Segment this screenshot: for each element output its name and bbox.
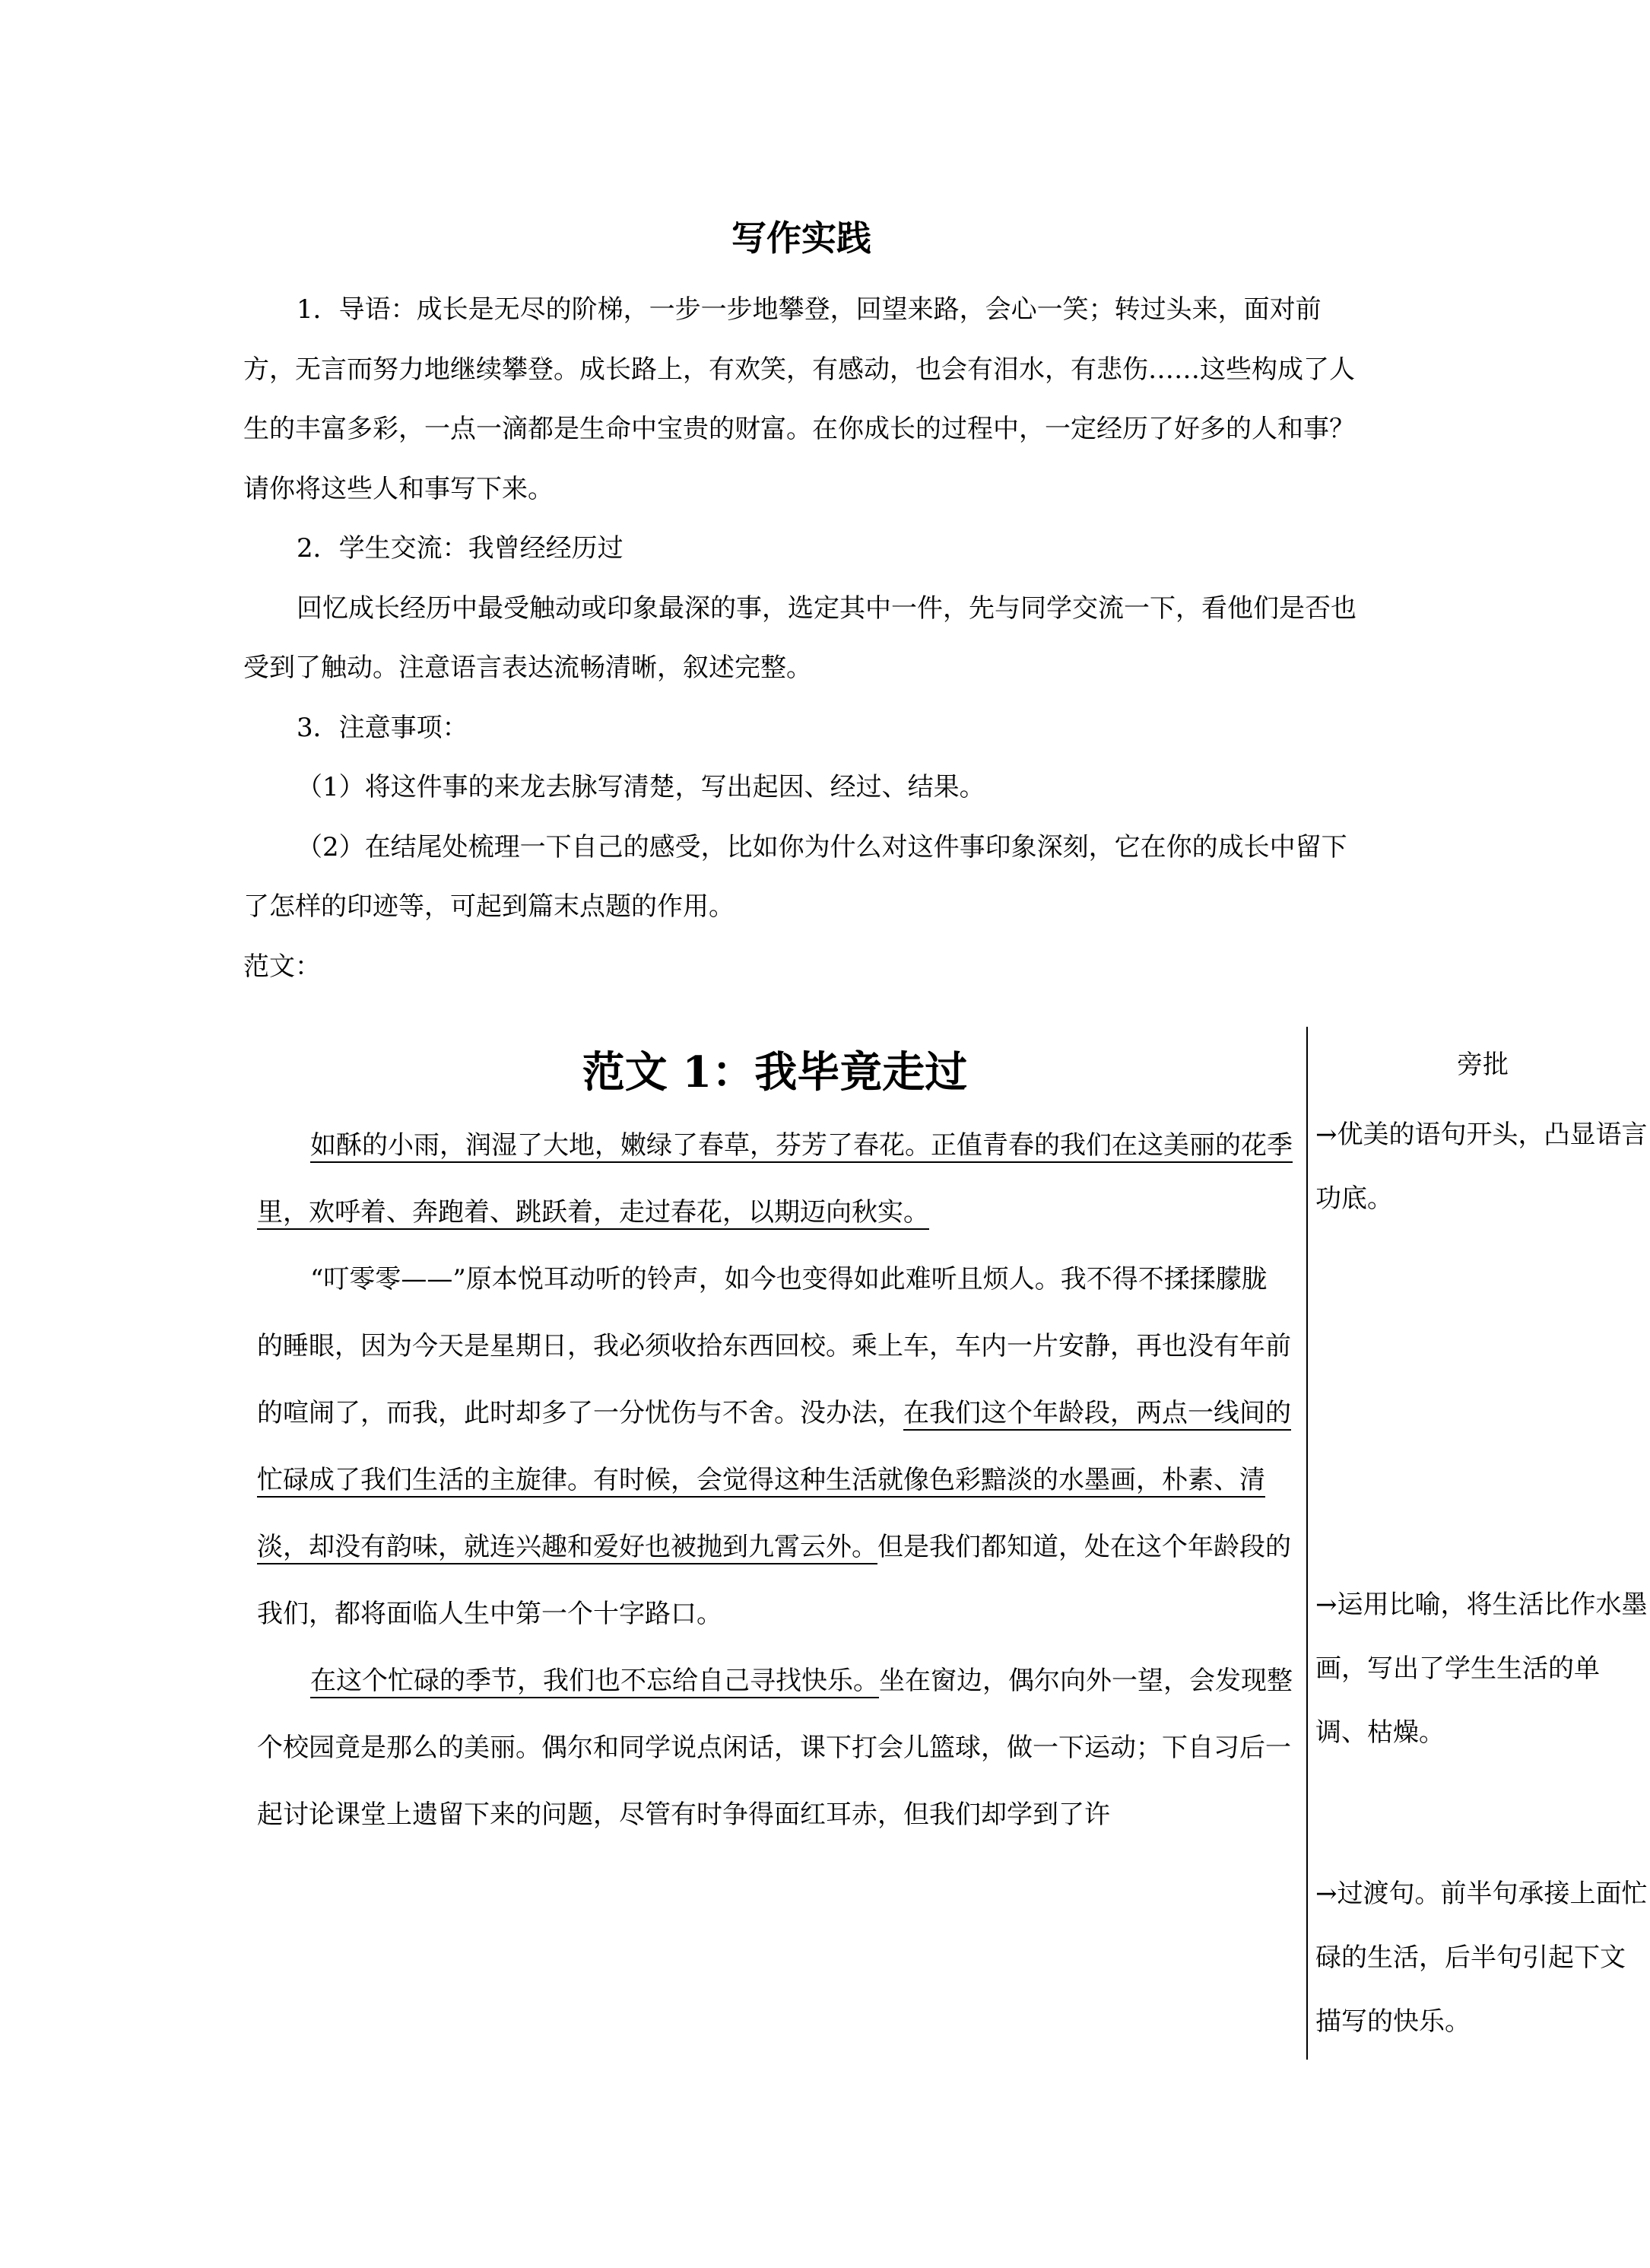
intro-discussion-text: 回忆成长经历中最受触动或印象最深的事，选定其中一件，先与同学交流一下，看他们是否也受到了触动。注意语言表达流畅清晰，叙述完整。: [243, 592, 1356, 683]
sample-label: 范文：: [243, 951, 321, 982]
essay-column: [257, 1027, 1293, 1848]
annotation-note-2: →运用比喻，将生活比作水墨画，写出了学生生活的单调、枯燥。: [1315, 1590, 1648, 1748]
intro-section: [243, 280, 1361, 996]
annotation-heading: 旁批: [1457, 1050, 1509, 1080]
underlined-text: 在这个忙碌的季节，我们也不忘给自己寻找快乐。: [310, 1666, 879, 1696]
sample-essay-table: [243, 1027, 1648, 2060]
essay-paragraph-2: [257, 1246, 1293, 1647]
plain-text: “叮零零——”原本悦耳动听的铃声，如今也变得如此难听且烦人。我不得不揉揉朦胧的睡眼，因为今天是星期日，我必须收拾东西回校。乘上车，车内一片安静，再也没有年前的喧闹了，而我，此时却多了一分忧伤与不舍。没办法，: [257, 1264, 1291, 1428]
essay-paragraph-3: [257, 1647, 1293, 1848]
essay-paragraph-1: [257, 1112, 1293, 1246]
intro-notes-heading: 3．注意事项：: [297, 712, 468, 743]
underlined-text: 如酥的小雨，润湿了大地，嫩绿了春草，芬芳了春花。正值青春的我们在这美丽的花季里，欢呼着、奔跑着、跳跃着，走过春花，以期迈向秋实。: [257, 1130, 1293, 1228]
annotation-note-3: →过渡句。前半句承接上面忙碌的生活，后半句引起下文描写的快乐。: [1315, 1879, 1648, 2037]
intro-lead: 1．导语：成长是无尽的阶梯，一步一步地攀登，回望来路，会心一笑；转过头来，面对前方，无言而努力地继续攀登。成长路上，有欢笑，有感动，也会有泪水，有悲伤……这些构成了人生的丰富多彩，一点一滴都是生命中宝贵的财富。在你成长的过程中，一定经历了好多的人和事？请你将这些人和事写下来。: [243, 294, 1355, 504]
intro-note-1: （1）将这件事的来龙去脉写清楚，写出起因、经过、结果。: [297, 772, 985, 802]
plain-text: 但是我们都知道，处在这个年龄段的我们，都将面临人生中第一个十字路口。: [257, 1532, 1291, 1629]
annotation-note-1: →优美的语句开头，凸显语言功底。: [1315, 1120, 1648, 1214]
column-divider: [1306, 1027, 1308, 2060]
essay-title: 范文 1：我毕竟走过: [582, 1047, 968, 1097]
page-title: 写作实践: [731, 218, 871, 259]
intro-note-2: （2）在结尾处梳理一下自己的感受，比如你为什么对这件事印象深刻，它在你的成长中留下了怎样的印迹等，可起到篇末点题的作用。: [243, 831, 1347, 922]
annotation-column: [1315, 1027, 1650, 2037]
underlined-text: 在我们这个年龄段，两点一线间的忙碌成了我们生活的主旋律。有时候，会觉得这种生活就像色彩黯淡的水墨画，朴素、清淡，却没有韵味，就连兴趣和爱好也被抛到九霄云外。: [257, 1398, 1291, 1562]
plain-text: 坐在窗边，偶尔向外一望，会发现整个校园竟是那么的美丽。偶尔和同学说点闲话，课下打会儿篮球，做一下运动；下自习后一起讨论课堂上遗留下来的问题，尽管有时争得面红耳赤，但我们却学到了许: [257, 1666, 1293, 1830]
intro-discussion-heading: 2．学生交流：我曾经经历过: [297, 533, 624, 564]
